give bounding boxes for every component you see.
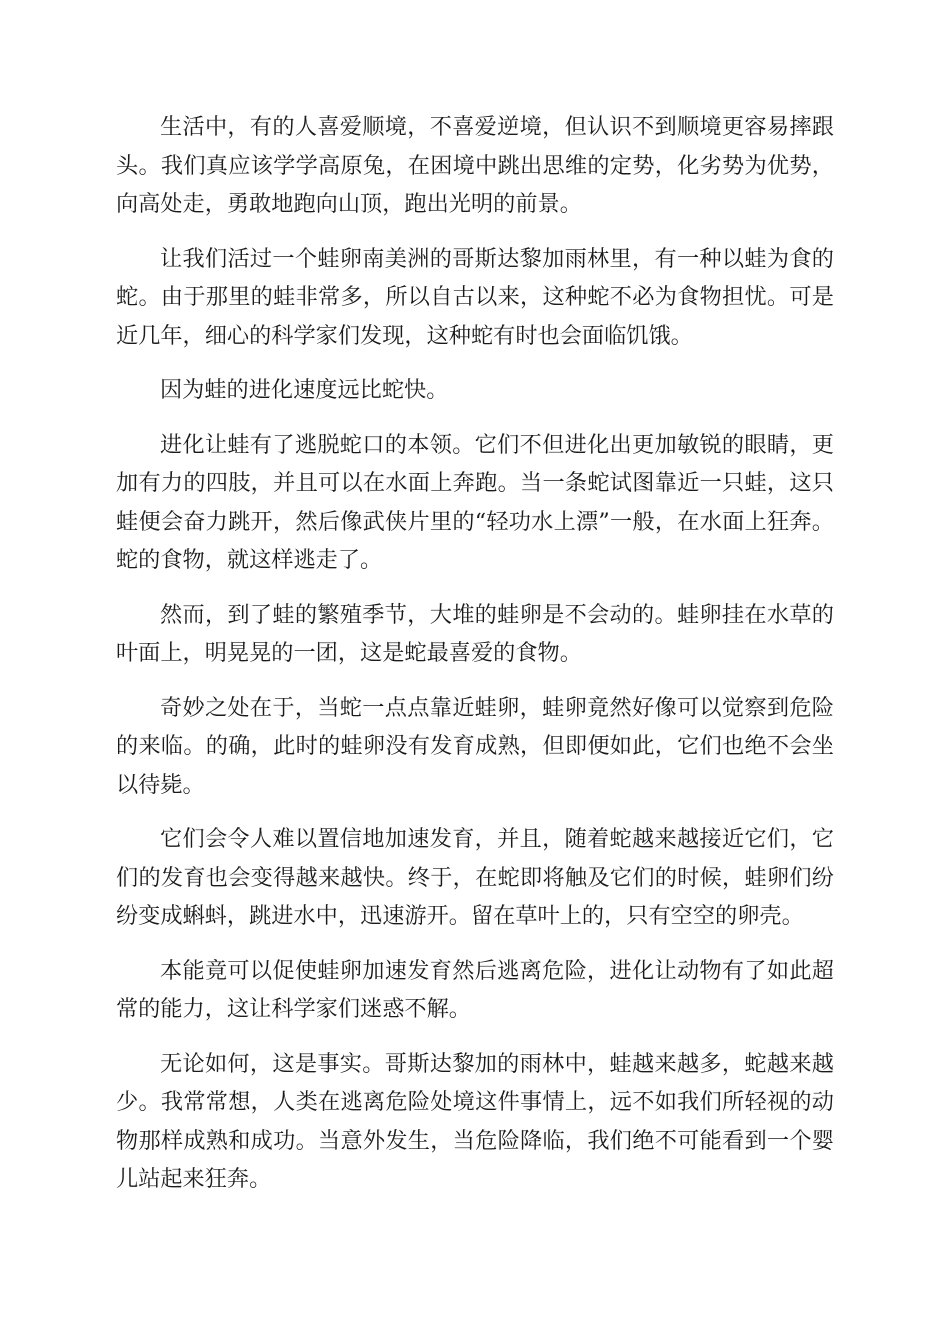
article-body: [116, 108, 834, 1215]
paragraph-6: 奇妙之处在于，当蛇一点点靠近蛙卵，蛙卵竟然好像可以觉察到危险的来临。的确，此时的蛙卵没有发育成熟，但即便如此，它们也绝不会坐以待毙。: [116, 694, 834, 798]
paragraph-7: 它们会令人难以置信地加速发育，并且，随着蛇越来越接近它们，它们的发育也会变得越来越快。终于，在蛇即将触及它们的时候，蛙卵们纷纷变成蝌蚪，跳进水中，迅速游开。留在草叶上的，只有空空的卵壳。: [116, 826, 834, 929]
paragraph-5: 然而，到了蛙的繁殖季节，大堆的蛙卵是不会动的。蛙卵挂在水草的叶面上，明晃晃的一团，这是蛇最喜爱的食物。: [116, 601, 834, 666]
paragraph-1: 生活中，有的人喜爱顺境，不喜爱逆境，但认识不到顺境更容易摔跟头。我们真应该学学高原兔，在困境中跳出思维的定势，化劣势为优势，向高处走，勇敢地跑向山顶，跑出光明的前景。: [116, 114, 834, 217]
paragraph-3: 因为蛙的进化速度远比蛇快。: [160, 377, 449, 403]
paragraph-8: 本能竟可以促使蛙卵加速发育然后逃离危险，进化让动物有了如此超常的能力，这让科学家们迷惑不解。: [116, 957, 834, 1022]
paragraph-9: 无论如何，这是事实。哥斯达黎加的雨林中，蛙越来越多，蛇越来越少。我常常想，人类在逃离危险处境这件事情上，远不如我们所轻视的动物那样成熟和成功。当意外发生，当危险降临，我们绝不可能看到一个婴儿站起来狂奔。: [116, 1050, 834, 1192]
paragraph-4: 进化让蛙有了逃脱蛇口的本领。它们不但进化出更加敏锐的眼睛，更加有力的四肢，并且可以在水面上奔跑。当一条蛇试图靠近一只蛙，这只蛙便会奋力跳开，然后像武侠片里的“轻功水上漂”一般，在水面上狂奔。蛇的食物，就这样逃走了。: [116, 431, 834, 573]
paragraph-2: 让我们活过一个蛙卵南美洲的哥斯达黎加雨林里，有一种以蛙为食的蛇。由于那里的蛙非常多，所以自古以来，这种蛇不必为食物担忧。可是近几年，细心的科学家们发现，这种蛇有时也会面临饥饿。: [116, 245, 834, 349]
